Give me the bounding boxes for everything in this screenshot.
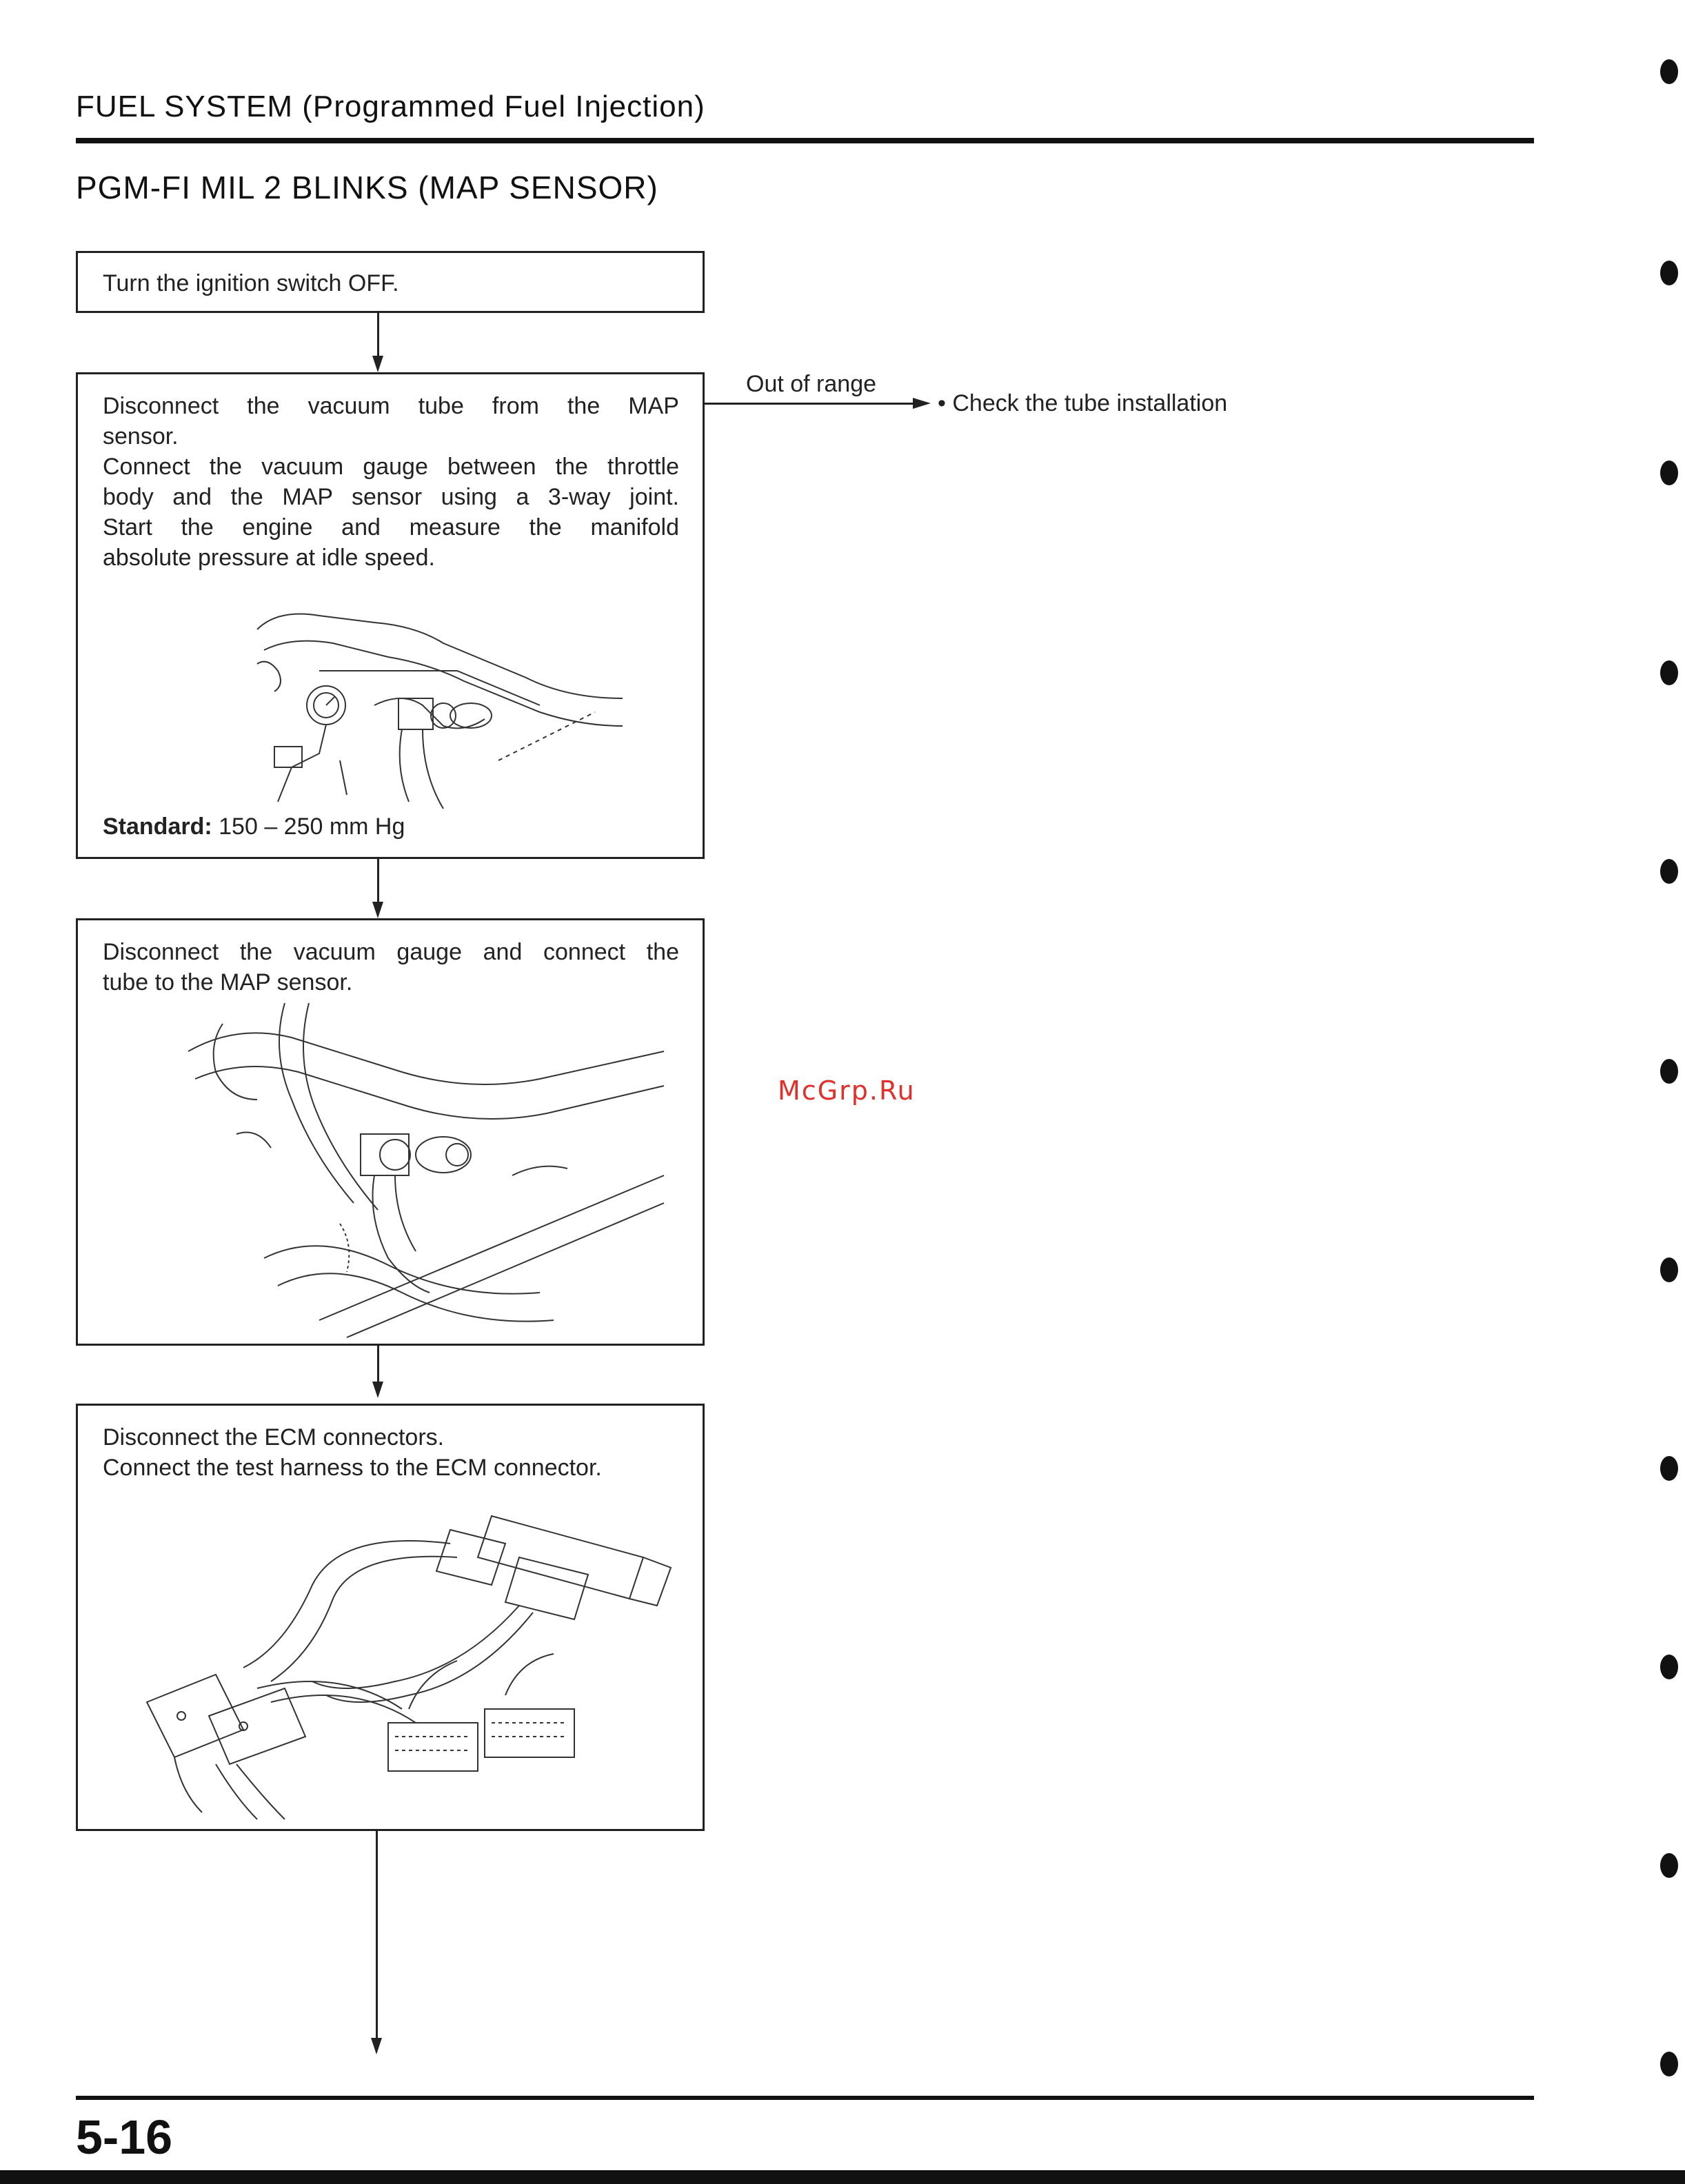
branch-line (705, 403, 925, 405)
step-4-line-1: Disconnect the ECM connectors. (103, 1424, 445, 1450)
binder-hole-mark (1660, 859, 1678, 884)
test-harness-illustration (133, 1502, 685, 1826)
step-3-line-2: tube to the MAP sensor. (103, 969, 353, 995)
binder-hole-mark (1660, 1059, 1678, 1084)
step-box-2 (76, 372, 705, 859)
binder-hole-mark (1660, 1456, 1678, 1481)
step-2-line-4: body and the MAP sensor using a 3-way joint. (103, 484, 679, 510)
binder-hole-mark (1660, 1655, 1678, 1679)
page-number: 5-16 (76, 2110, 173, 2164)
branch-arrow (913, 398, 931, 409)
vacuum-gauge-illustration (236, 595, 650, 822)
header-rule (76, 138, 1534, 143)
binder-hole-mark (1660, 1257, 1678, 1282)
page-title: PGM-FI MIL 2 BLINKS (MAP SENSOR) (76, 170, 658, 205)
standard-spec (103, 811, 405, 842)
binder-hole-mark (1660, 2052, 1678, 2076)
map-sensor-illustration (181, 996, 678, 1341)
binder-hole-mark (1660, 461, 1678, 485)
flow-arrow-3 (372, 1382, 383, 1398)
flow-line-3 (377, 1346, 379, 1384)
footer-rule (76, 2096, 1534, 2100)
step-2-line-6: absolute pressure at idle speed. (103, 545, 435, 571)
flow-line-2 (377, 859, 379, 903)
flow-line-4 (376, 1831, 378, 2041)
binder-hole-mark (1660, 1853, 1678, 1878)
section-title: FUEL SYSTEM (Programmed Fuel Injection) (76, 90, 705, 123)
standard-label: Standard: (103, 813, 212, 840)
binder-hole-mark (1660, 261, 1678, 285)
step-2-line-1: Disconnect the vacuum tube from the MAP (103, 393, 679, 419)
flow-arrow-1 (372, 356, 383, 372)
flow-line-1 (377, 313, 379, 357)
step-3-line-1: Disconnect the vacuum gauge and connect the (103, 939, 679, 965)
branch-condition: Out of range (746, 371, 877, 397)
step-2-line-3: Connect the vacuum gauge between the throttle (103, 454, 679, 480)
standard-value: 150 – 250 mm Hg (219, 813, 405, 840)
step-2-line-2: sensor. (103, 423, 179, 449)
step-2-line-5: Start the engine and measure the manifold (103, 514, 679, 540)
flow-arrow-2 (372, 902, 383, 918)
binder-hole-mark (1660, 59, 1678, 84)
binder-hole-mark (1660, 660, 1678, 685)
flow-arrow-4 (371, 2038, 382, 2054)
step-box-4 (76, 1404, 705, 1831)
watermark: McGrp.Ru (778, 1075, 916, 1106)
step-4-line-2: Connect the test harness to the ECM connector. (103, 1455, 602, 1481)
step-1-text: Turn the ignition switch OFF. (103, 270, 399, 296)
scan-edge-bar (0, 2170, 1685, 2184)
step-box-3 (76, 918, 705, 1346)
branch-action: • Check the tube installation (938, 390, 1228, 416)
step-box-1 (76, 251, 705, 313)
